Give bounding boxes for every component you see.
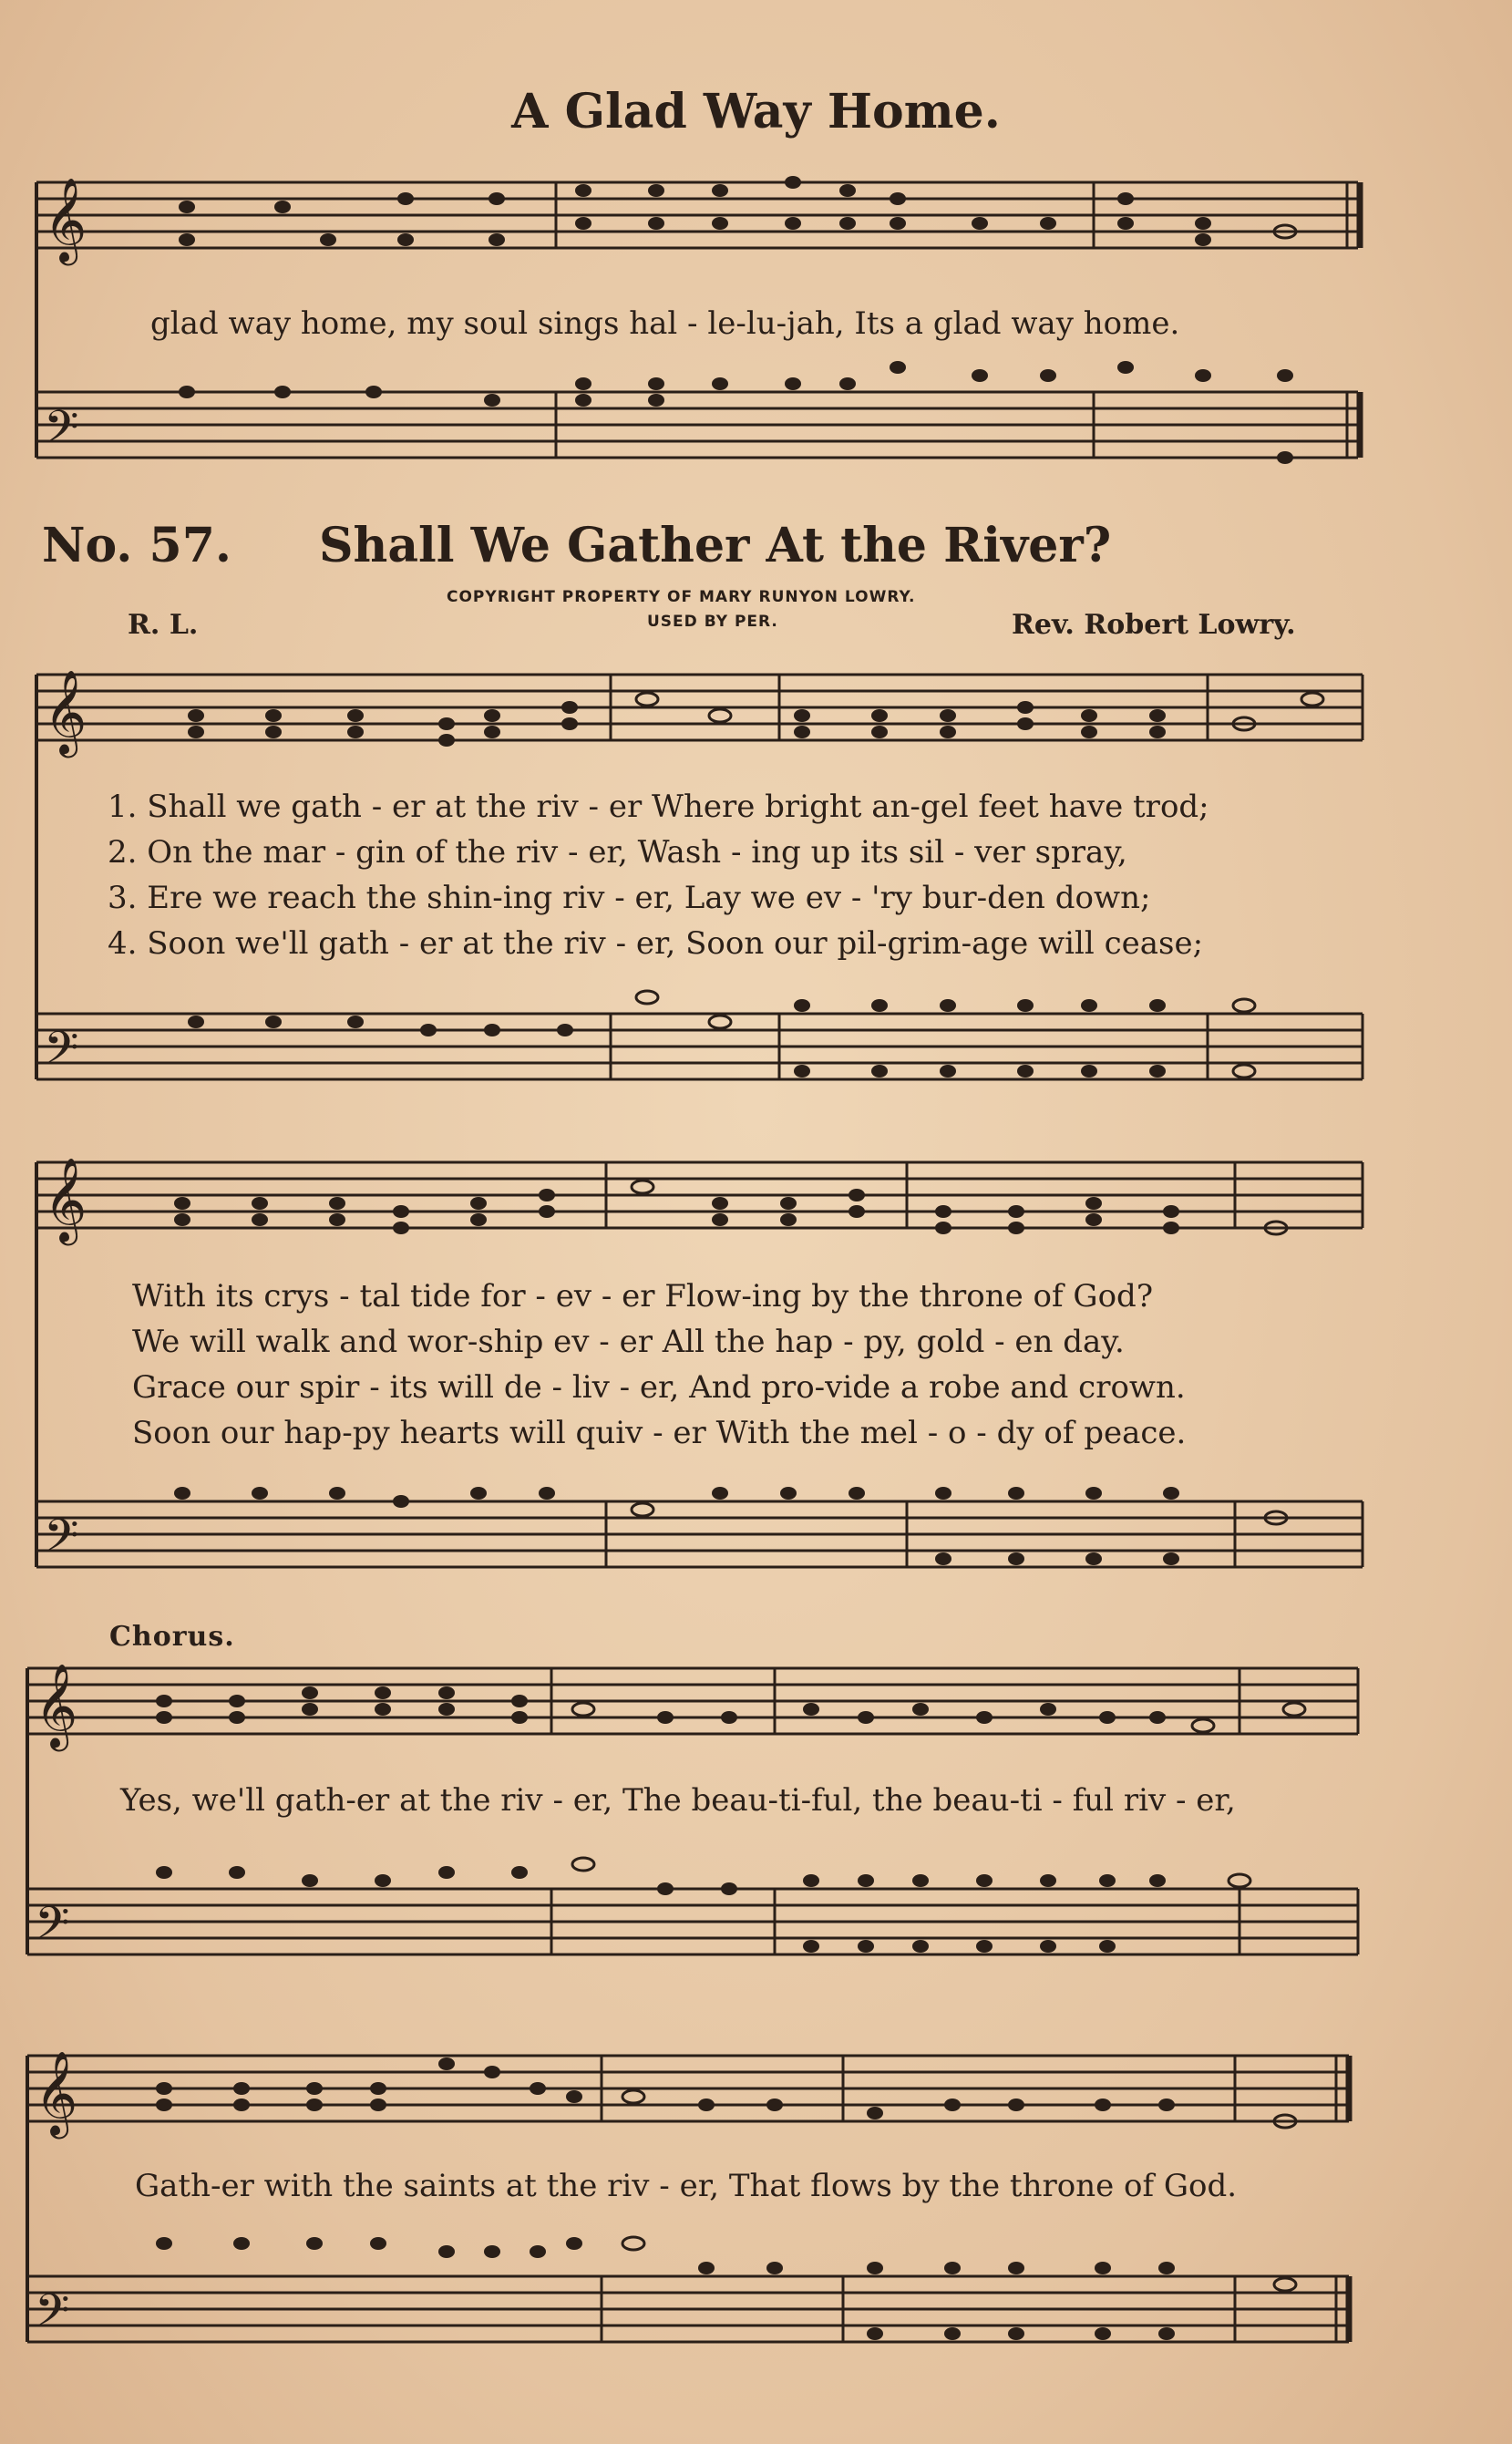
hymn-number: No. 57. bbox=[42, 518, 231, 573]
bass-clef-icon: 𝄢 bbox=[35, 1897, 70, 1961]
verse-3-line-1: 3. Ere we reach the shin-ing riv - er, Lay we ev - 'ry bur-den down; bbox=[108, 880, 1151, 916]
verse-4-line-2: Soon our hap-py hearts will quiv - er With the mel - o - dy of peace. bbox=[132, 1415, 1187, 1451]
treble-clef-icon: 𝄞 bbox=[44, 177, 87, 262]
verse-3-line-2: Grace our spir - its will de - liv - er, And pro-vide a robe and crown. bbox=[132, 1369, 1186, 1406]
chorus-line-2: Gath-er with the saints at the riv - er, That flows by the throne of God. bbox=[135, 2168, 1238, 2204]
music-system-3 bbox=[0, 1650, 1512, 1987]
composer-credit: Rev. Robert Lowry. bbox=[1012, 609, 1296, 641]
verse-1-line-2: With its crys - tal tide for - ev - er Flow-ing by the throne of God? bbox=[132, 1278, 1154, 1315]
chorus-line-1: Yes, we'll gath-er at the riv - er, The beau-ti-ful, the beau-ti - ful riv - er, bbox=[120, 1782, 1236, 1819]
bass-clef-icon: 𝄢 bbox=[44, 1510, 79, 1573]
permission-notice: USED BY PER. bbox=[647, 613, 778, 631]
verse-1-line-1: 1. Shall we gath - er at the riv - er Where bright an-gel feet have trod; bbox=[108, 789, 1209, 825]
treble-clef-icon: 𝄞 bbox=[44, 1157, 87, 1242]
verse-4-line-1: 4. Soon we'll gath - er at the riv - er, Soon our pil-grim-age will cease; bbox=[108, 925, 1204, 962]
bass-clef-icon: 𝄢 bbox=[44, 401, 79, 465]
hymn-title: Shall We Gather At the River? bbox=[319, 518, 1112, 573]
lyricist-credit: R. L. bbox=[128, 609, 199, 641]
bass-clef-icon: 𝄢 bbox=[35, 2284, 70, 2348]
chorus-label: Chorus. bbox=[109, 1621, 235, 1653]
previous-hymn-title: A Glad Way Home. bbox=[511, 84, 1001, 139]
verse-2-line-2: We will walk and wor-ship ev - er All the hap - py, gold - en day. bbox=[132, 1324, 1125, 1360]
previous-hymn-lyric: glad way home, my soul sings hal - le-lu-jah, Its a glad way home. bbox=[150, 305, 1180, 342]
bass-clef-icon: 𝄢 bbox=[44, 1022, 79, 1086]
treble-clef-icon: 𝄞 bbox=[35, 1663, 78, 1748]
verse-2-line-1: 2. On the mar - gin of the riv - er, Wash - ing up its sil - ver spray, bbox=[108, 834, 1127, 871]
copyright-notice: COPYRIGHT PROPERTY OF MARY RUNYON LOWRY. bbox=[447, 588, 916, 606]
treble-clef-icon: 𝄞 bbox=[35, 2050, 78, 2135]
treble-clef-icon: 𝄞 bbox=[44, 669, 87, 754]
